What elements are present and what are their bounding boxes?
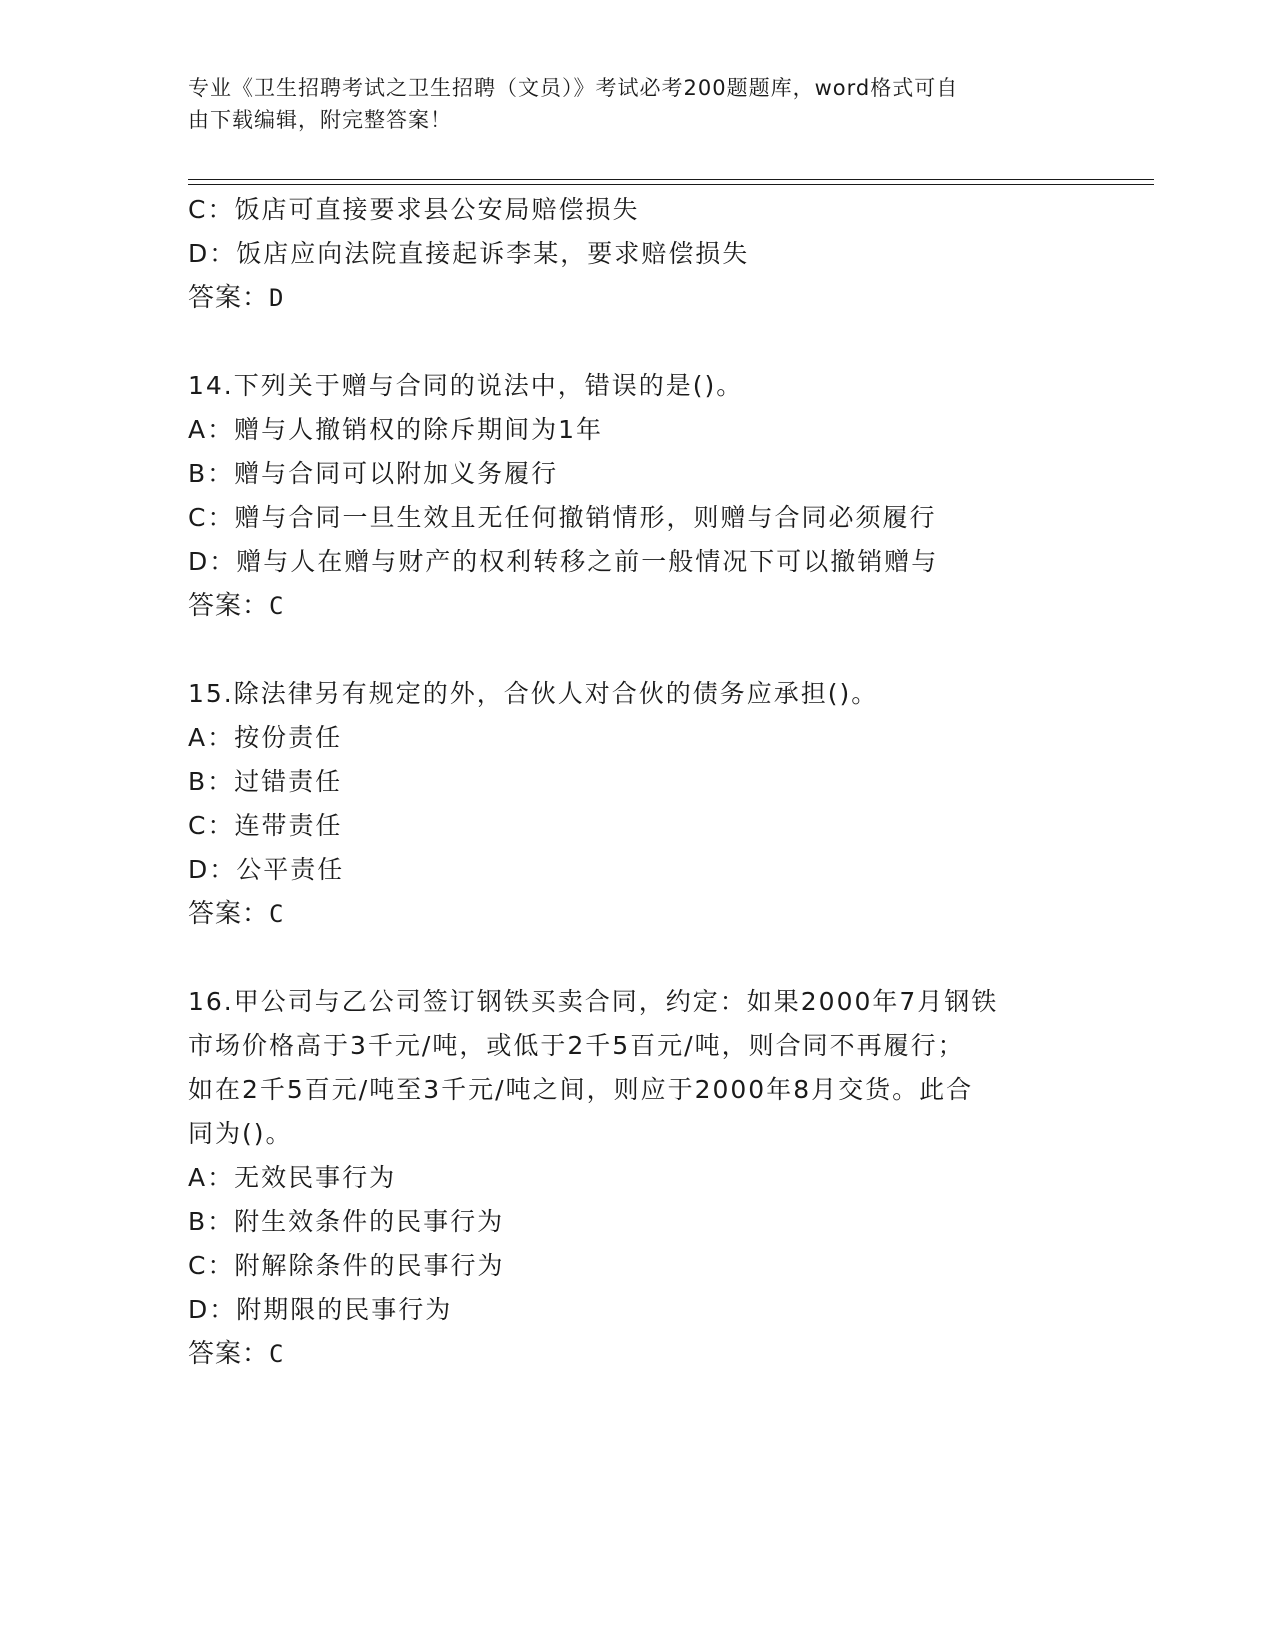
q16-stem-line-2: 市场价格高于3千元/吨，或低于2千5百元/吨，则合同不再履行； (188, 1031, 965, 1060)
q14-stem: 14.下列关于赠与合同的说法中，错误的是()。 (188, 371, 744, 400)
answer-value: C (269, 1340, 284, 1368)
q16-stem-line-4: 同为()。 (188, 1119, 293, 1148)
answer-label: 答案： (188, 1339, 270, 1369)
q16-stem-line-1: 16.甲公司与乙公司签订钢铁买卖合同，约定：如果2000年7月钢铁 (188, 987, 999, 1016)
q14-option-c: C：赠与合同一旦生效且无任何撤销情形，则赠与合同必须履行 (188, 503, 937, 532)
q15-option-a: A：按份责任 (188, 723, 343, 752)
q16-option-d: D：附期限的民事行为 (188, 1295, 453, 1324)
answer-label: 答案： (188, 283, 270, 313)
q14-option-d: D：赠与人在赠与财产的权利转移之前一般情况下可以撤销赠与 (188, 547, 939, 576)
header-divider-bottom (188, 184, 1154, 185)
answer-value: C (269, 900, 284, 928)
answer-value: D (269, 284, 284, 312)
q13-answer (188, 280, 283, 316)
q16-stem-line-3: 如在2千5百元/吨至3千元/吨之间，则应于2000年8月交货。此合 (188, 1075, 974, 1104)
q14-option-a: A：赠与人撤销权的除斥期间为1年 (188, 415, 604, 444)
q16-option-b: B：附生效条件的民事行为 (188, 1207, 505, 1236)
document-header (188, 72, 1078, 136)
q16-answer (188, 1336, 283, 1372)
answer-value: C (269, 592, 284, 620)
header-line-2: 由下载编辑，附完整答案！ (188, 108, 452, 132)
q15-option-c: C：连带责任 (188, 811, 343, 840)
q16-option-a: A：无效民事行为 (188, 1163, 397, 1192)
q13-option-d: D：饭店应向法院直接起诉李某，要求赔偿损失 (188, 239, 750, 268)
q15-option-d: D：公平责任 (188, 855, 345, 884)
q16-option-c: C：附解除条件的民事行为 (188, 1251, 505, 1280)
q15-stem: 15.除法律另有规定的外，合伙人对合伙的债务应承担()。 (188, 679, 879, 708)
q15-answer (188, 896, 283, 932)
header-divider-top (188, 179, 1154, 180)
answer-label: 答案： (188, 899, 270, 929)
q15-option-b: B：过错责任 (188, 767, 343, 796)
q13-option-c: C：饭店可直接要求县公安局赔偿损失 (188, 195, 640, 224)
q14-answer (188, 588, 283, 624)
q14-option-b: B：赠与合同可以附加义务履行 (188, 459, 559, 488)
answer-label: 答案： (188, 591, 270, 621)
header-line-1: 专业《卫生招聘考试之卫生招聘（文员）》考试必考200题题库，word格式可自 (188, 76, 959, 100)
